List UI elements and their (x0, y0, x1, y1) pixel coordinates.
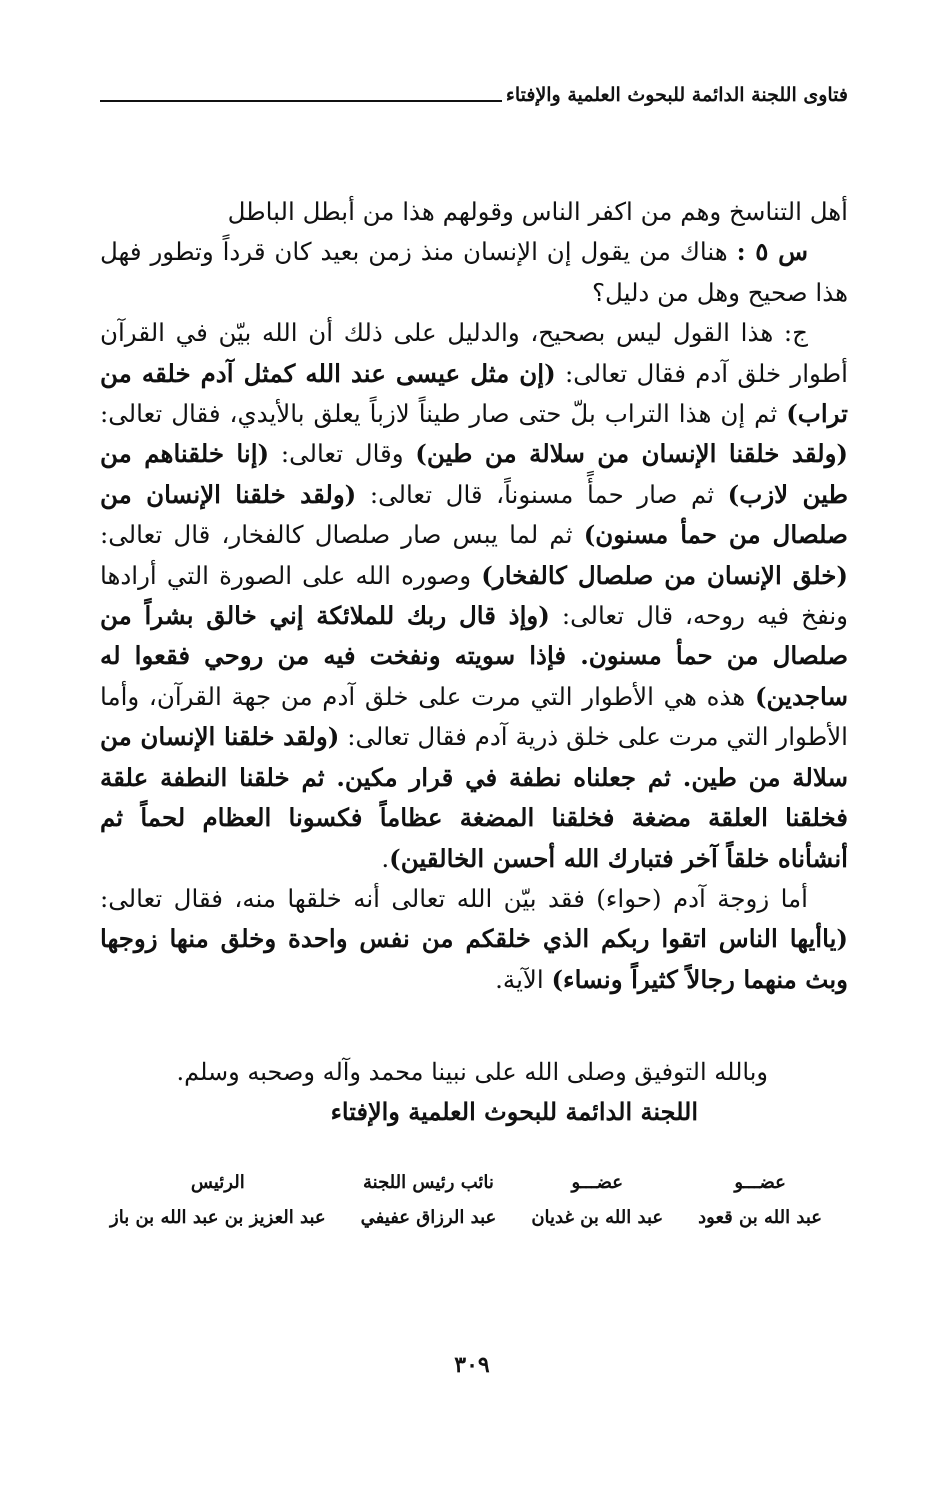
paragraph-1-text: أهل التناسخ وهم من اكفر الناس وقولهم هذا من أبطل الباطل (227, 197, 848, 226)
answer-text: وصوره الله على الصورة التي أرادها ونفخ فيه روحه، قال تعالى: (100, 560, 849, 631)
answer-text: . (381, 843, 390, 873)
paragraph-1 (100, 192, 848, 232)
page-number: ٣٠٩ (454, 1352, 490, 1378)
answer-text: هذه هي الأطوار التي مرت على خلق آدم من جهة القرآن، وأما الأطوار التي مرت على خلق ذرية آدم فقال تعالى: (100, 681, 848, 752)
answer-text: ثم لما يبس صار صلصال كالفخار، قال تعالى: (100, 520, 584, 550)
closing-block (100, 1052, 848, 1132)
answer-paragraph-2 (100, 879, 848, 1000)
answer-text: ثم إن هذا التراب بلّ حتى صار طيناً لازباً يعلق بالأيدي، فقال تعالى: (100, 399, 787, 429)
answer-text: أما زوجة آدم (حواء) فقد بيّن الله تعالى أنه خلقها منه، فقال تعالى: (100, 883, 808, 913)
signature-member-1 (698, 1172, 822, 1228)
answer-text: ج: هذا القول ليس بصحيح، والدليل على ذلك أن الله بيّن في القرآن أطوار خلق آدم فقال تعالى: (100, 318, 848, 388)
quran-verse: (ولقد خلقنا الإنسان من صلصال من حمأ مسنون) (100, 479, 848, 550)
answer-text: الآية. (495, 964, 552, 994)
running-header (100, 86, 848, 105)
signature-role: عضـــو (571, 1172, 623, 1193)
question-5-text: هناك من يقول إن الإنسان منذ زمن بعيد كان قرداً وتطور فهل هذا صحيح وهل من دليل؟ (100, 237, 848, 307)
closing-prayer: وبالله التوفيق وصلى الله على نبينا محمد وآله وصحبه وسلم. (176, 1058, 768, 1086)
signature-name: عبد الله بن قعود (698, 1207, 822, 1228)
signature-name: عبد العزيز بن عبد الله بن باز (110, 1207, 326, 1228)
quran-verse: (ياأيها الناس اتقوا ربكم الذي خلقكم من نفس واحدة وخلق منها زوجها وبث منهما رجالاً كثيراً ونساء) (100, 924, 848, 994)
signature-member-2 (531, 1172, 663, 1228)
answer-text: ثم صار حمأً مسنوناً، قال تعالى: (356, 479, 728, 509)
quran-verse: (إنا خلقناهم من طين لازب) (100, 439, 848, 509)
committee-name: اللجنة الدائمة للبحوث العلمية والإفتاء (330, 1097, 698, 1126)
answer-text: وقال تعالى: (269, 439, 416, 469)
quran-verse: (إن مثل عيسى عند الله كمثل آدم خلقه من تراب) (100, 358, 848, 429)
question-5-label: س ٥ : (736, 237, 808, 267)
quran-verse: (وإذ قال ربك للملائكة إني خالق بشراً من صلصال من حمأ مسنون. فإذا سويته ونفخت فيه من روحي فقعوا له ساجدين) (100, 601, 848, 711)
signature-chair (110, 1172, 326, 1228)
signature-role: الرئيس (190, 1172, 245, 1193)
question-5 (100, 232, 848, 313)
header-title: فتاوى اللجنة الدائمة للبحوث العلمية والإفتاء (505, 84, 848, 106)
signatures-row (110, 1172, 822, 1228)
signature-name: عبد الرزاق عفيفي (360, 1207, 497, 1228)
header-rule (100, 100, 502, 102)
answer-paragraph-1 (100, 313, 848, 879)
signature-role: نائب رئيس اللجنة (362, 1172, 494, 1193)
body-text (100, 192, 848, 1000)
signature-name: عبد الله بن غديان (531, 1207, 664, 1228)
quran-verse: (ولقد خلقنا الإنسان من سلالة من طين) (415, 439, 849, 469)
signature-role: عضـــو (734, 1172, 786, 1193)
quran-verse: (ولقد خلقنا الإنسان من سلالة من طين. ثم جعلناه نطفة في قرار مكين. ثم خلقنا النطفة علقة فخلقنا العلقة مضغة فخلقنا المضغة عظاماً فكسونا العظام لحماً ثم أنشأناه خلقاً آخر فتبارك الله أحسن الخالقين) (100, 722, 848, 873)
quran-verse: (خلق الإنسان من صلصال كالفخار) (481, 560, 848, 590)
signature-vice-chair (361, 1172, 497, 1228)
